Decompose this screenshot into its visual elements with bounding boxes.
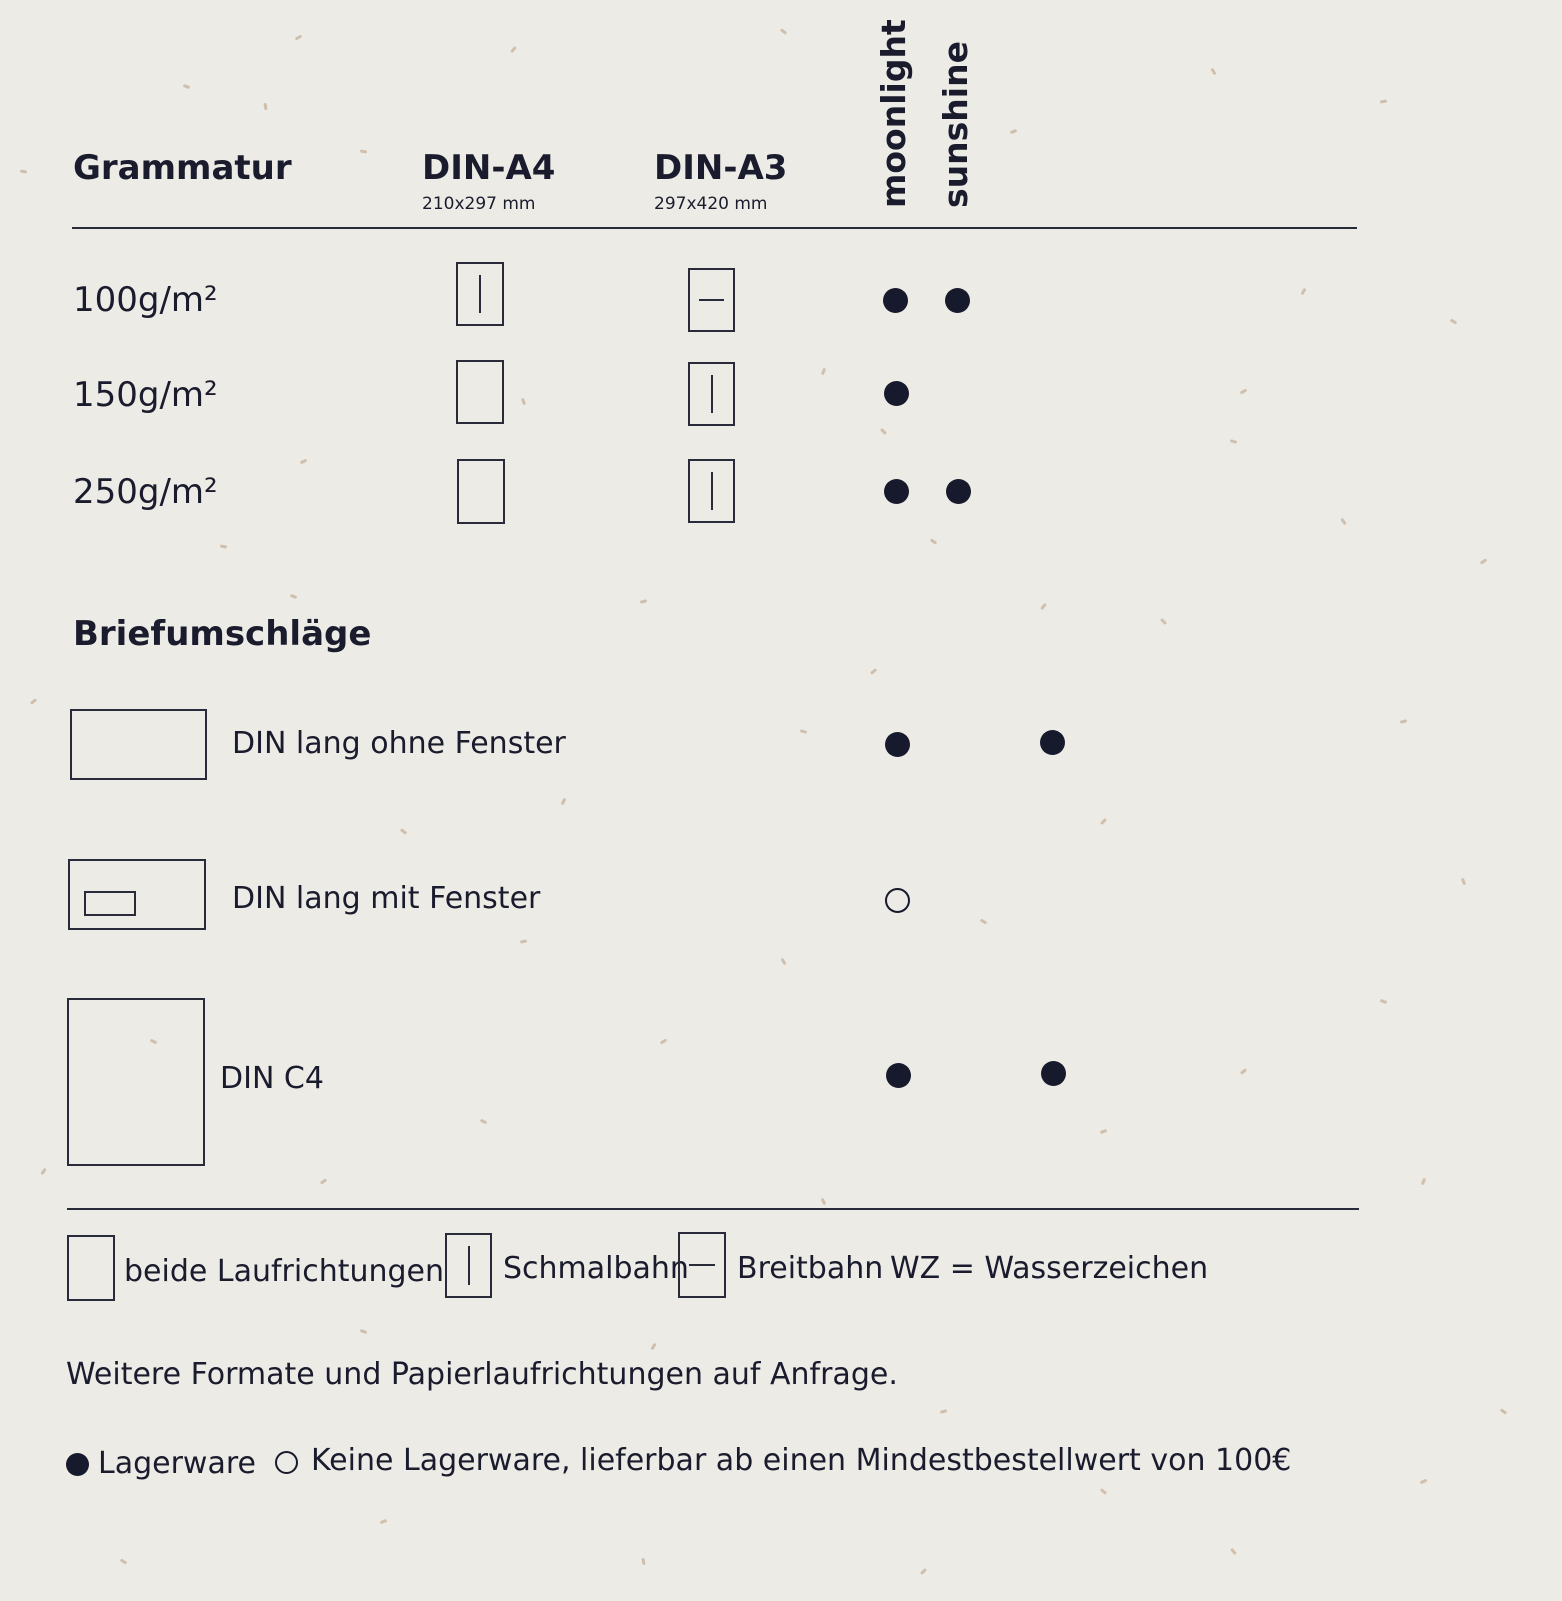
schmalbahn-icon (456, 262, 504, 326)
lagerware-dot (884, 479, 909, 504)
schmalbahn-icon (688, 362, 735, 426)
keine-lagerware-ring (275, 1451, 298, 1474)
header-rule (72, 227, 1357, 229)
schmalbahn-icon (688, 459, 735, 523)
header-din-a4: DIN-A4 (422, 148, 556, 188)
beide-laufrichtungen-icon (67, 1235, 115, 1301)
beide-laufrichtungen-icon (456, 360, 504, 424)
legend-breitbahn: Breitbahn (737, 1251, 884, 1286)
lagerware-dot (1040, 730, 1065, 755)
header-sunshine: sunshine (936, 41, 975, 208)
envelope-window-icon (68, 859, 206, 930)
breitbahn-icon (678, 1232, 726, 1298)
lagerware-dot (886, 1063, 911, 1088)
envelope-label: DIN lang ohne Fenster (232, 726, 566, 761)
footer-rule (67, 1208, 1359, 1210)
envelope-plain-icon (70, 709, 207, 780)
header-moonlight: moonlight (874, 19, 913, 208)
envelope-label: DIN C4 (220, 1061, 324, 1096)
legend-schmalbahn: Schmalbahn (503, 1251, 689, 1286)
legend-lagerware: Lagerware (98, 1446, 256, 1481)
lagerware-dot (885, 732, 910, 757)
header-grammatur: Grammatur (73, 148, 292, 188)
legend-keine-lagerware: Keine Lagerware, lieferbar ab einen Mindestbestellwert von 100€ (311, 1443, 1292, 1478)
header-din-a3: DIN-A3 (654, 148, 788, 188)
legend-wasserzeichen: WZ = Wasserzeichen (890, 1251, 1209, 1286)
note-weitere-formate: Weitere Formate und Papierlaufrichtungen auf Anfrage. (66, 1357, 898, 1392)
row-weight-100: 100g/m² (73, 280, 218, 320)
row-weight-150: 150g/m² (73, 375, 218, 415)
envelope-c4-icon (67, 998, 205, 1166)
breitbahn-icon (688, 268, 735, 332)
schmalbahn-icon (445, 1233, 492, 1298)
header-din-a3-size: 297x420 mm (654, 194, 768, 214)
lagerware-dot (66, 1453, 89, 1476)
lagerware-dot (946, 479, 971, 504)
lagerware-dot (1041, 1061, 1066, 1086)
keine-lagerware-ring (885, 888, 910, 913)
beide-laufrichtungen-icon (457, 459, 505, 524)
header-din-a4-size: 210x297 mm (422, 194, 536, 214)
row-weight-250: 250g/m² (73, 472, 218, 512)
envelopes-title: Briefumschläge (73, 614, 372, 654)
lagerware-dot (883, 288, 908, 313)
lagerware-dot (884, 381, 909, 406)
lagerware-dot (945, 288, 970, 313)
legend-beide: beide Laufrichtungen (124, 1254, 445, 1289)
envelope-label: DIN lang mit Fenster (232, 881, 541, 916)
